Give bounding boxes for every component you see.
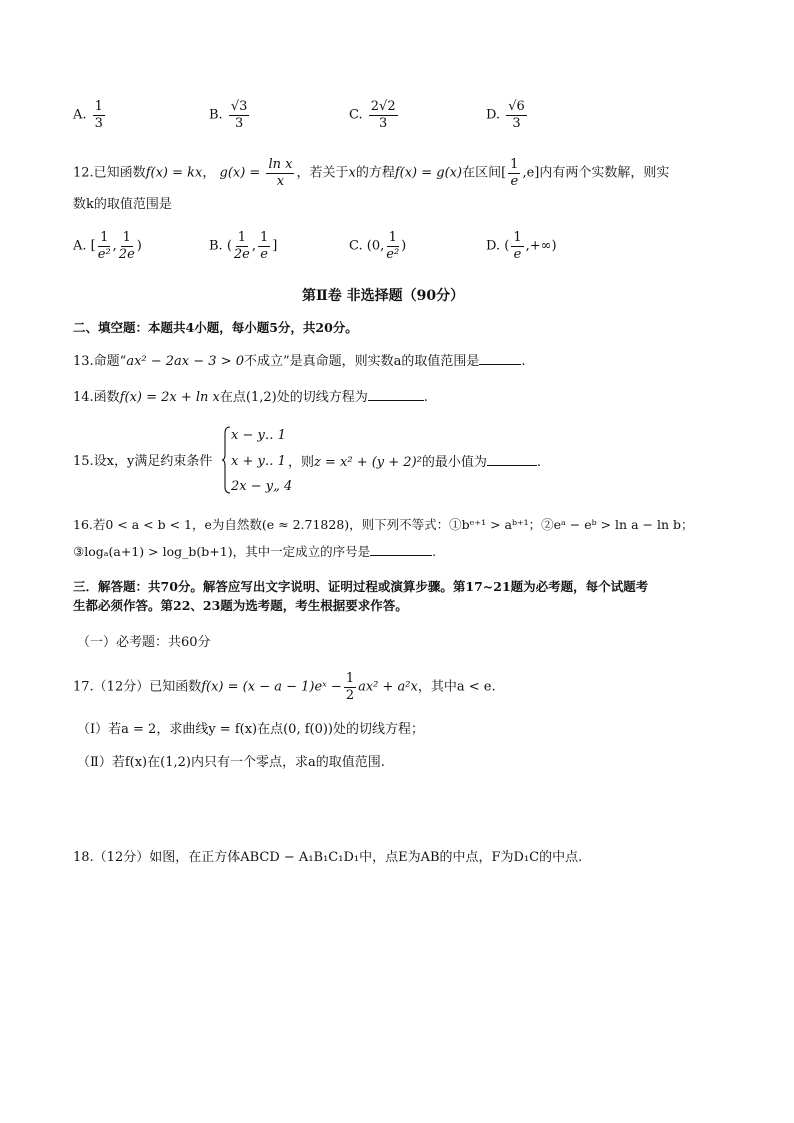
q17-fraction [344, 672, 356, 702]
answer-blank [487, 455, 537, 466]
q16-line-2 [73, 545, 436, 559]
q11-option-d [486, 100, 529, 130]
numerator: 2√2 [370, 99, 396, 114]
option-letter: A. [73, 107, 87, 123]
numerator: ln x [268, 157, 293, 172]
part-2-heading: 二、填空题：本题共4小题，每小题5分，共20分。 [73, 320, 358, 335]
option-letter: C. [349, 107, 363, 123]
numerator: 1 [100, 230, 109, 245]
denominator: 3 [512, 115, 521, 131]
denominator: 3 [379, 115, 388, 131]
required-heading: （一）必考题：共60分 [77, 635, 211, 650]
q13-end: . [521, 354, 526, 369]
bracket: ] [272, 238, 278, 254]
numerator: 1 [122, 230, 131, 245]
numerator: √6 [508, 99, 525, 114]
bracket: ) [401, 238, 407, 254]
q13-line [73, 354, 526, 368]
numerator: 1 [388, 230, 397, 245]
part-3-heading-line-2: 生都必须作答。第22、23题为选考题，考生根据要求作答。 [73, 598, 408, 613]
numerator: 1 [260, 230, 269, 245]
q15-rest [288, 455, 541, 469]
q12-option-b: B. ( $\frac{1}{2e}$ , $\frac{1}{e}$ ] [209, 230, 278, 262]
q15-pre: 15.设x，y满足约束条件 [73, 454, 213, 469]
bracket: ,+∞) [525, 238, 557, 254]
fraction [369, 100, 398, 130]
q13-text: 13.命题“ [73, 354, 127, 369]
bracket: ( [226, 238, 232, 254]
q12-gx: g(x) = [219, 165, 261, 181]
fraction [229, 100, 250, 130]
option-letter: D. [486, 238, 501, 254]
q12-interval-fraction [508, 158, 520, 188]
fraction [93, 100, 105, 130]
q17-expr: ax² + a²x [358, 679, 418, 695]
denominator: e [513, 246, 522, 262]
q12-var: x [348, 165, 356, 181]
q14-expr: f(x) = 2x + ln x [119, 390, 220, 405]
q14-text: 14.函数 [73, 390, 120, 405]
q17-part-2: （Ⅱ）若f(x)在(1,2)内只有一个零点，求a的取值范围. [77, 755, 385, 770]
q12-fx: f(x) = kx [145, 165, 203, 181]
numerator: 1 [94, 99, 103, 114]
q12-text: 在区间[ [462, 165, 507, 181]
q15-text: 的最小值为 [421, 455, 487, 470]
answer-blank [370, 545, 432, 556]
denominator: e [510, 173, 519, 189]
option-letter: C. [349, 238, 363, 254]
option-letter: B. [209, 107, 223, 123]
q15-text: ，则 [288, 455, 315, 470]
denominator: x [276, 173, 285, 189]
q12-option-a: A. [ $\frac{1}{\text{e²}}$ , $\frac{1}{2e}$ ) [73, 230, 142, 262]
q14-end: . [423, 390, 428, 405]
q12-eq: f(x) = g(x) [394, 165, 463, 181]
denominator: 3 [234, 115, 244, 131]
q12-sep: ， [202, 165, 216, 181]
fraction [506, 100, 527, 130]
option-letter: A. [73, 238, 87, 254]
q12-text: ,e]内有两个实数解，则实 [522, 165, 670, 181]
section-2-title: 第Ⅱ卷 非选择题（90分） [302, 288, 465, 304]
fraction [234, 231, 250, 261]
fraction [98, 231, 111, 261]
constraint-system [222, 425, 293, 495]
fraction [386, 231, 399, 261]
fraction [511, 231, 523, 261]
q15-end: . [536, 455, 542, 470]
numerator: √3 [230, 99, 248, 114]
denominator: e [260, 246, 268, 262]
constraint-3: 2x − y„ 4 [231, 479, 293, 494]
q11-option-b [209, 100, 251, 130]
part-3-heading-line-1: 三．解答题：共70分。解答应写出文字说明、证明过程或演算步骤。第17~21题为必考题，每个试题考 [73, 579, 649, 594]
q12-option-d [486, 231, 557, 261]
denominator: 2 [345, 687, 355, 703]
fraction [258, 231, 270, 261]
q17-line [73, 672, 496, 702]
numerator: 1 [237, 230, 247, 245]
q13-expr: ax² − 2ax − 3 > 0 [126, 354, 244, 369]
q12-gx-fraction [266, 158, 294, 188]
q11-option-a [73, 100, 107, 130]
numerator: 1 [513, 230, 522, 245]
q12-text: 的方程 [355, 165, 395, 181]
answer-blank [368, 390, 424, 401]
bracket: (0, [366, 238, 385, 254]
answer-blank [479, 354, 521, 365]
q11-option-c [349, 100, 400, 130]
bracket: ( [504, 238, 510, 254]
q12-option-c [349, 231, 406, 261]
q17-text: 17.（12分）已知函数 [73, 679, 202, 695]
q17-expr: f(x) = (x − a − 1)eˣ − [201, 679, 342, 695]
denominator: e² [386, 246, 400, 262]
denominator: e² [97, 246, 111, 262]
q12-line-1 [73, 158, 669, 188]
bracket: [ [90, 238, 96, 254]
q12-line-2: 数k的取值范围是 [73, 197, 172, 212]
constraint-1: x − y‥ 1 [231, 428, 286, 443]
option-letter: D. [486, 107, 501, 123]
denominator: 2e [118, 246, 135, 262]
numerator: 1 [345, 671, 355, 686]
q12-text: ，若关于 [296, 165, 349, 181]
option-letter: B. [209, 238, 223, 254]
q14-line [73, 390, 428, 404]
numerator: 1 [510, 157, 519, 172]
constraint-2: x + y‥ 1 [231, 454, 286, 469]
bracket: ) [136, 238, 142, 254]
q13-text: 不成立”是真命题，则实数a的取值范围是 [244, 354, 480, 369]
q16-end: . [432, 544, 437, 559]
q18-line: 18.（12分）如图，在正方体ABCD − A₁B₁C₁D₁中，点E为AB的中点，F为D₁C的中点. [73, 850, 583, 865]
denominator: 2e [233, 246, 250, 262]
q17-text: ，其中a < e. [417, 679, 496, 695]
q12-text: 12.已知函数 [73, 165, 146, 181]
fraction [119, 231, 135, 261]
q16-line-1: 16.若0 < a < b < 1，e为自然数(e ≈ 2.71828)，则下列不等式：①bᵉ⁺¹ > aᵇ⁺¹；②eᵃ − eᵇ > ln a − ln b； [73, 517, 694, 532]
q15-expr: z = x² + (y + 2)² [314, 455, 422, 470]
q14-text: 在点(1,2)处的切线方程为 [219, 390, 368, 405]
denominator: 3 [94, 115, 103, 131]
q17-part-1: （Ⅰ）若a = 2，求曲线y = f(x)在点(0, f(0))处的切线方程； [77, 722, 425, 737]
q16-text: ③logₐ(a+1) > log_b(b+1)，其中一定成立的序号是 [73, 544, 371, 559]
